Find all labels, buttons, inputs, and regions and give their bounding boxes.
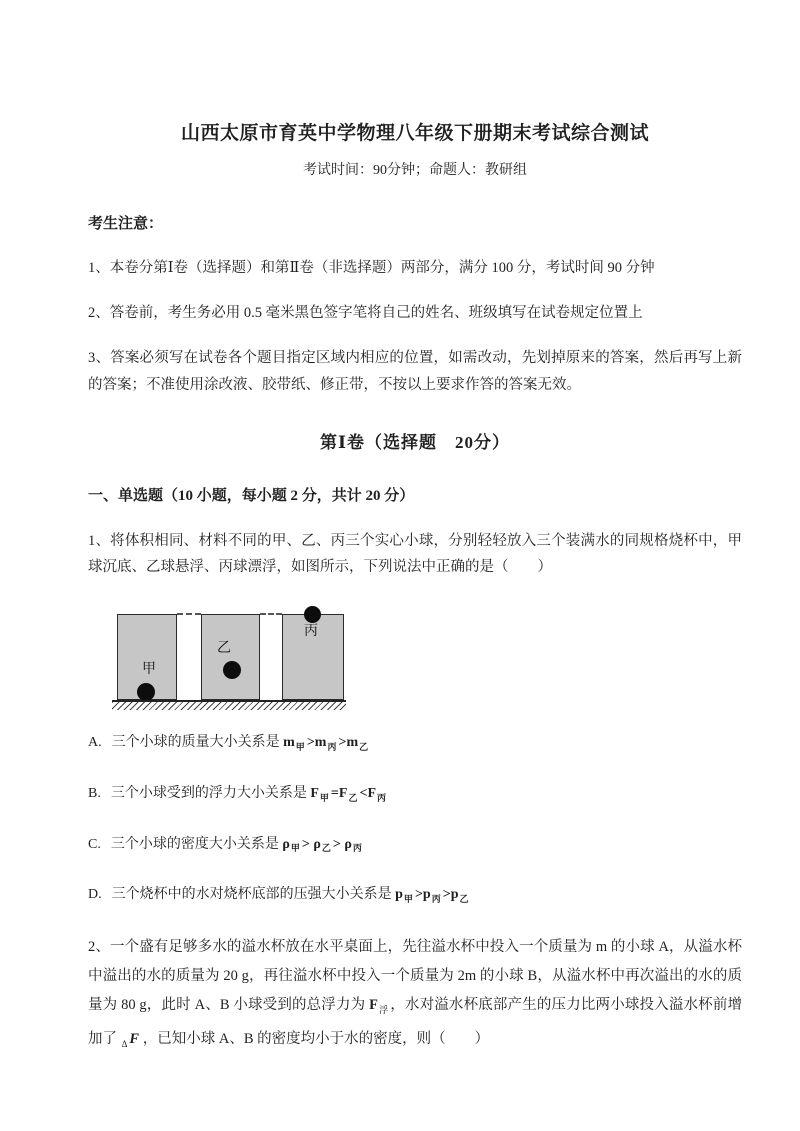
q1-figure (104, 598, 354, 714)
ball-yi-icon (223, 661, 241, 679)
q1-options (88, 730, 742, 912)
exam-meta: 考试时间：90分钟；命题人：教研组 (303, 163, 527, 178)
beaker-label-bing: 丙 (304, 624, 318, 639)
option-a (88, 730, 742, 760)
notice-item-2: 2、答卷前，考生务必用 0.5 毫米黑色签字笔将自己的姓名、班级填写在试卷规定位置上 (88, 305, 643, 321)
option-b (88, 781, 742, 811)
ball-jia-icon (137, 683, 155, 701)
option-a-letter: A. (88, 735, 102, 750)
water-level-dash-1 (177, 613, 201, 615)
question-1 (88, 528, 742, 912)
option-c-letter: C. (88, 836, 101, 852)
option-c-formula: $\rho_甲 > \rho_乙 > \rho_丙$ (282, 836, 362, 854)
option-b-letter: B. (88, 785, 101, 801)
water-level-dash-2 (260, 613, 282, 615)
notice-item-1: 1、本卷分第Ⅰ卷（选择题）和第Ⅱ卷（非选择题）两部分，满分 100 分，考试时间 90 分钟 (88, 260, 655, 276)
beaker-yi (201, 614, 260, 700)
notice-item-3: 3、答案必须写在试卷各个题目指定区域内相应的位置，如需改动，先划掉原来的答案，然后再写上新的答案；不准使用涂改液、胶带纸、修正带，不按以上要求作答的答案无效。 (88, 350, 742, 393)
option-c (88, 832, 742, 862)
option-d-formula: $p_甲 >p_丙 >p_乙$ (395, 887, 469, 905)
option-c-text: 三个小球的密度大小关系是 (110, 836, 283, 852)
option-b-text: 三个小球受到的浮力大小关系是 (110, 785, 311, 801)
option-d (88, 882, 742, 912)
option-d-letter: D. (88, 887, 102, 903)
subsection-heading: 一、单选题（10 小题，每小题 2 分，共计 20 分） (88, 488, 415, 504)
question-1-text: 1、将体积相同、材料不同的甲、乙、丙三个实心小球，分别轻轻放入三个装满水的同规格烧杯中，甲球沉底、乙球悬浮、丙球漂浮，如图所示，下列说法中正确的是（ ） (88, 533, 742, 575)
option-a-formula: $m_甲 >m_丙 >m_乙$ (283, 735, 369, 752)
option-a-text: 三个小球的质量大小关系是 (111, 735, 284, 750)
beaker-label-yi: 乙 (217, 641, 231, 656)
section-1-heading: 第Ⅰ卷（选择题 20分） (320, 433, 510, 452)
option-b-formula: $F_甲 =F_乙 <F_丙$ (310, 785, 387, 803)
notice-heading: 考生注意： (88, 216, 164, 232)
beaker-label-jia: 甲 (142, 662, 156, 677)
page-title: 山西太原市育英中学物理八年级下册期末考试综合测试 (180, 123, 649, 144)
question-2-text: 2、一个盛有足够多水的溢水杯放在水平桌面上，先往溢水杯中投入一个质量为 m 的小球 A，从溢水杯中溢出的水的质量为 20 g，再往溢水杯中投入一个质量为 2m 的小球 B，从溢水杯中再次溢出的水的质量为 80 g，此时 A、B 小球受到的总浮力为 $F_浮$ ，水对溢水杯底部产生的压力比两小球投入溢水杯前增加了 $_\Delta$ F ，已知小球 A、B 的密度均小于水的密度，则（ ） (88, 939, 742, 1049)
ball-bing-icon (304, 606, 321, 623)
option-d-text: 三个烧杯中的水对烧杯底部的压强大小关系是 (111, 887, 396, 903)
ground-hatch (112, 700, 346, 710)
